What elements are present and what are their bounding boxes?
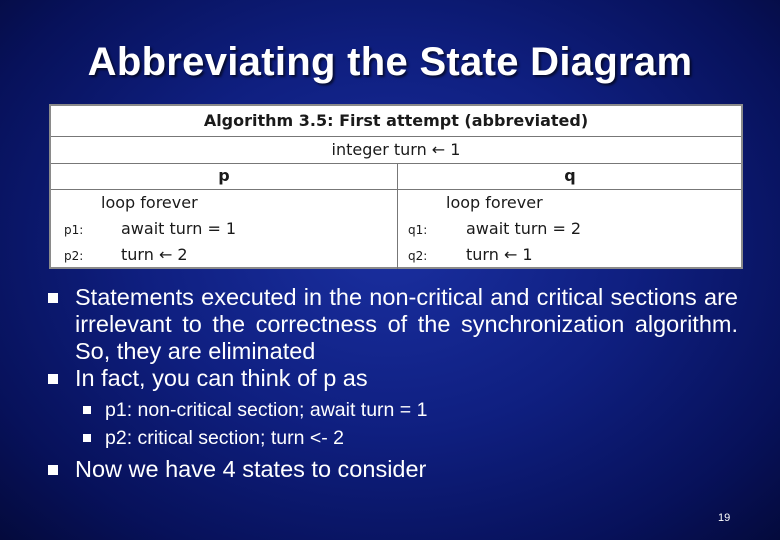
square-bullet-icon bbox=[48, 374, 58, 384]
process-q-header: q bbox=[564, 166, 576, 185]
bullet-item bbox=[48, 365, 738, 392]
q2-label: q2: bbox=[408, 249, 428, 263]
sub-bullet-text: p1: non-critical section; await turn = 1 bbox=[105, 399, 428, 421]
square-bullet-icon bbox=[83, 406, 91, 414]
p2-code: turn ← 2 bbox=[121, 245, 188, 264]
algorithm-header: Algorithm 3.5: First attempt (abbreviated) bbox=[203, 111, 589, 130]
q1-label: q1: bbox=[408, 223, 428, 237]
bullet-item bbox=[48, 284, 738, 365]
column-divider bbox=[397, 163, 398, 269]
bullet-list bbox=[48, 284, 738, 483]
q-loop-forever: loop forever bbox=[446, 193, 543, 212]
algorithm-box bbox=[49, 104, 743, 269]
algorithm-init-row bbox=[51, 136, 741, 164]
bullet-text: Now we have 4 states to consider bbox=[75, 456, 427, 482]
bullet-text: In fact, you can think of p as bbox=[75, 365, 368, 391]
algorithm-header-row bbox=[51, 106, 741, 137]
square-bullet-icon bbox=[48, 293, 58, 303]
square-bullet-icon bbox=[83, 434, 91, 442]
algorithm-init: integer turn ← 1 bbox=[331, 140, 461, 159]
p-loop-forever: loop forever bbox=[101, 193, 198, 212]
sub-bullet-item bbox=[48, 424, 738, 452]
sub-bullet-text: p2: critical section; turn <- 2 bbox=[105, 427, 344, 449]
bullet-text: Statements executed in the non-critical and critical sections are irrelevant to the correctness of the synchronization algorithm. So, they are eliminated bbox=[75, 284, 738, 364]
q2-code: turn ← 1 bbox=[466, 245, 533, 264]
p1-label: p1: bbox=[64, 223, 84, 237]
bullet-item bbox=[48, 456, 738, 483]
p1-code: await turn = 1 bbox=[121, 219, 237, 238]
q1-code: await turn = 2 bbox=[466, 219, 582, 238]
p2-label: p2: bbox=[64, 249, 84, 263]
slide-title: Abbreviating the State Diagram bbox=[87, 40, 693, 84]
process-p-header: p bbox=[218, 166, 230, 185]
square-bullet-icon bbox=[48, 465, 58, 475]
page-number: 19 bbox=[718, 512, 731, 524]
process-header-row bbox=[51, 163, 741, 190]
sub-bullet-item bbox=[48, 396, 738, 424]
